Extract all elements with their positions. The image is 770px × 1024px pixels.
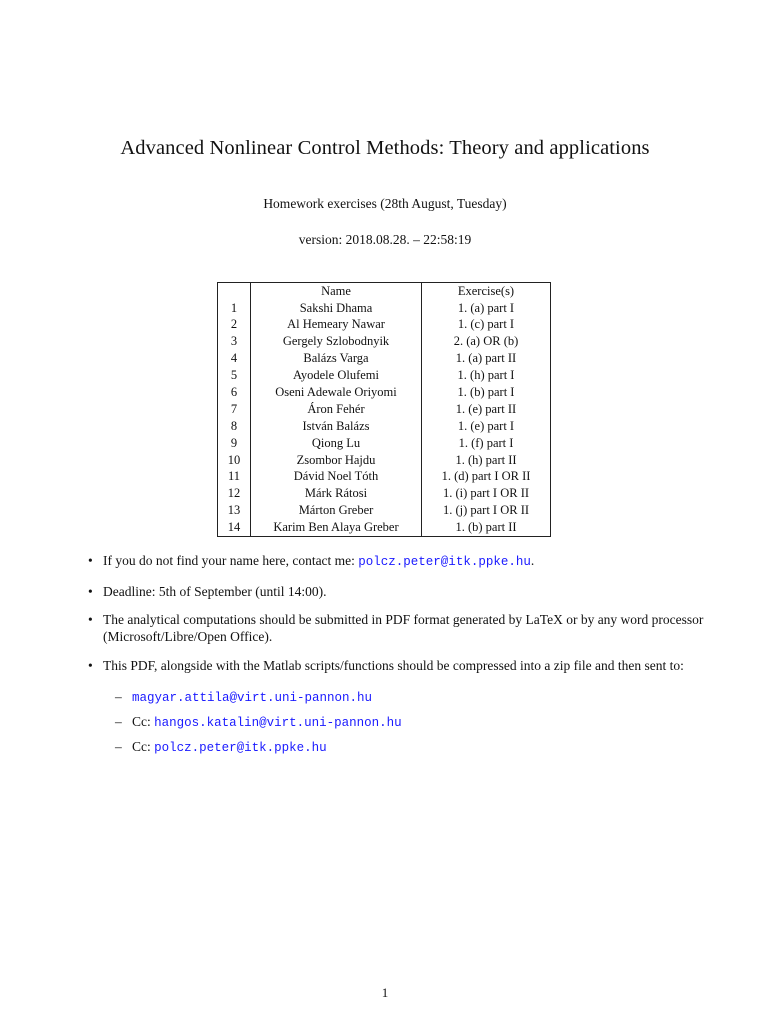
- table-row: [218, 334, 551, 351]
- row-num: 7: [218, 401, 251, 418]
- row-exercise: 1. (d) part I OR II: [422, 469, 551, 486]
- cc-label: Cc:: [132, 738, 155, 754]
- document-title: Advanced Nonlinear Control Methods: Theory and applications: [120, 137, 650, 159]
- document-subtitle: Homework exercises (28th August, Tuesday): [263, 196, 507, 211]
- row-name: Márton Greber: [251, 503, 422, 520]
- row-num: 12: [218, 486, 251, 503]
- page-number: 1: [381, 985, 389, 1000]
- table-row: [218, 418, 551, 435]
- bullet-icon: •: [88, 553, 93, 568]
- row-name: István Balázs: [251, 418, 422, 435]
- contact-email-link[interactable]: polcz.peter@itk.ppke.hu: [358, 555, 531, 569]
- bullet-icon: •: [88, 612, 93, 627]
- row-name: Gergely Szlobodnyik: [251, 334, 422, 351]
- row-exercise: 1. (a) part I: [422, 300, 551, 317]
- table-row: [218, 401, 551, 418]
- cc-email-link[interactable]: polcz.peter@itk.ppke.hu: [154, 740, 327, 755]
- row-num: 8: [218, 418, 251, 435]
- table-row: [218, 519, 551, 536]
- row-num: 11: [218, 469, 251, 486]
- dash-icon: –: [115, 713, 122, 729]
- row-exercise: 1. (c) part I: [422, 317, 551, 334]
- assignment-table: [217, 282, 551, 537]
- row-num: 6: [218, 384, 251, 401]
- bullet-icon: •: [88, 583, 93, 599]
- row-name: Zsombor Hajdu: [251, 452, 422, 469]
- row-name: Dávid Noel Tóth: [251, 469, 422, 486]
- table-row: [218, 300, 551, 317]
- row-exercise: 1. (b) part I: [422, 384, 551, 401]
- row-num: 5: [218, 367, 251, 384]
- recipient-email-link[interactable]: magyar.attila@virt.uni-pannon.hu: [132, 690, 373, 705]
- row-num: 14: [218, 519, 251, 536]
- table-header-row: [218, 283, 551, 300]
- row-exercise: 1. (i) part I OR II: [422, 486, 551, 503]
- table-row: [218, 367, 551, 384]
- row-num: 10: [218, 452, 251, 469]
- row-name: Áron Fehér: [251, 401, 422, 418]
- row-name: Karim Ben Alaya Greber: [251, 519, 422, 536]
- row-num: 13: [218, 503, 251, 520]
- table-row: [218, 384, 551, 401]
- table-row: [218, 317, 551, 334]
- table-row: [218, 435, 551, 452]
- format-text: The analytical computations should be submitted in PDF format generated by LaTeX or by any word processor (Microsoft/Libre/Open Office).: [103, 612, 704, 644]
- dash-icon: –: [115, 688, 122, 704]
- deadline-text: Deadline: 5th of September (until 14:00).: [103, 583, 327, 599]
- cc-label: Cc:: [132, 713, 155, 729]
- row-exercise: 1. (f) part I: [422, 435, 551, 452]
- bullet-icon: •: [88, 657, 93, 673]
- row-num: 1: [218, 300, 251, 317]
- row-name: Ayodele Olufemi: [251, 367, 422, 384]
- table-row: [218, 486, 551, 503]
- contact-text: If you do not find your name here, contact me:: [103, 553, 359, 568]
- table-row: [218, 469, 551, 486]
- table-row: [218, 503, 551, 520]
- row-num: 9: [218, 435, 251, 452]
- header-exercise: Exercise(s): [422, 283, 551, 300]
- row-num: 3: [218, 334, 251, 351]
- recipient-list: [103, 688, 708, 757]
- row-name: Márk Rátosi: [251, 486, 422, 503]
- row-name: Balázs Varga: [251, 351, 422, 368]
- row-exercise: 1. (a) part II: [422, 351, 551, 368]
- row-exercise: 1. (h) part I: [422, 367, 551, 384]
- cc-email-link[interactable]: hangos.katalin@virt.uni-pannon.hu: [154, 715, 402, 730]
- submission-text: This PDF, alongside with the Matlab scripts/functions should be compressed into a zip file and then sent to:: [103, 657, 684, 673]
- list-item-deadline: [88, 583, 708, 600]
- recipient-item: [115, 688, 708, 707]
- row-exercise: 1. (e) part I: [422, 418, 551, 435]
- row-name: Sakshi Dhama: [251, 300, 422, 317]
- row-exercise: 1. (b) part II: [422, 519, 551, 536]
- row-name: Al Hemeary Nawar: [251, 317, 422, 334]
- row-exercise: 1. (j) part I OR II: [422, 503, 551, 520]
- recipient-item: [115, 738, 708, 757]
- instructions-list: [88, 552, 708, 768]
- header-name: Name: [251, 283, 422, 300]
- contact-end: .: [530, 553, 535, 568]
- list-item-format: [88, 611, 708, 645]
- row-name: Oseni Adewale Oriyomi: [251, 384, 422, 401]
- recipient-item: [115, 713, 708, 732]
- version-line: version: 2018.08.28. – 22:58:19: [298, 232, 472, 247]
- row-exercise: 1. (h) part II: [422, 452, 551, 469]
- dash-icon: –: [115, 738, 122, 754]
- row-num: 4: [218, 351, 251, 368]
- row-exercise: 2. (a) OR (b): [422, 334, 551, 351]
- list-item-contact: [88, 552, 708, 571]
- row-name: Qiong Lu: [251, 435, 422, 452]
- row-num: 2: [218, 317, 251, 334]
- list-item-submission: [88, 657, 708, 757]
- row-exercise: 1. (e) part II: [422, 401, 551, 418]
- header-num: [218, 283, 251, 300]
- table-row: [218, 452, 551, 469]
- table-row: [218, 351, 551, 368]
